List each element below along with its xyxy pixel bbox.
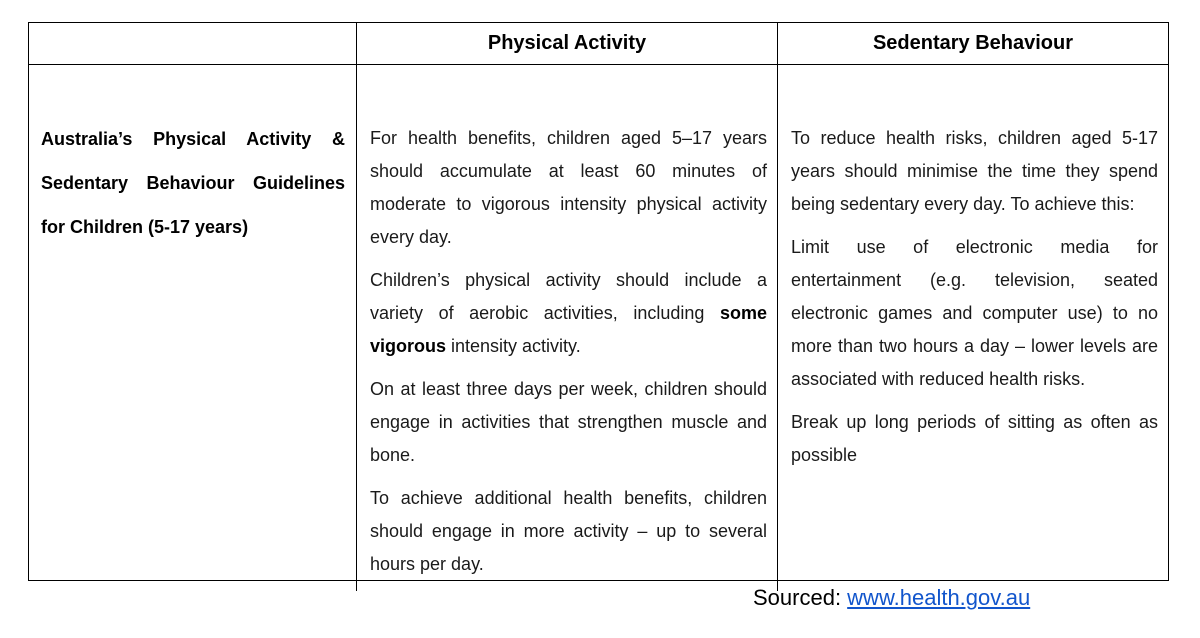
row-label: Australia’s Physical Activity & Sedentary Behaviour Guidelines for Children (5-17 years) (29, 65, 357, 591)
header-empty-cell (29, 23, 357, 65)
pa-p2-bold: some vigorous (370, 303, 767, 356)
pa-paragraph-4: To achieve additional health benefits, children should engage in more activity – up to several hours per day. (370, 488, 767, 574)
header-sedentary-behaviour: Sedentary Behaviour (778, 23, 1168, 65)
physical-activity-cell (357, 65, 778, 591)
guidelines-table (28, 22, 1169, 581)
pa-paragraph-3: On at least three days per week, children should engage in activities that strengthen muscle and bone. (370, 379, 767, 465)
sb-paragraph-3: Break up long periods of sitting as often as possible (791, 412, 1158, 465)
header-physical-activity: Physical Activity (357, 23, 778, 65)
sb-paragraph-2: Limit use of electronic media for entertainment (e.g. television, seated electronic games and computer use) to no more than two hours a day – lower levels are associated with reduced health risks. (791, 237, 1158, 389)
pa-p2-after: intensity activity. (446, 336, 581, 356)
sb-paragraph-1: To reduce health risks, children aged 5-17 years should minimise the time they spend being sedentary every day. To achieve this: (791, 128, 1158, 214)
sedentary-behaviour-cell (778, 65, 1168, 591)
source-line (753, 585, 1030, 611)
source-label: Sourced: (753, 585, 848, 610)
pa-p2-before: Children’s physical activity should include a variety of aerobic activities, including (370, 270, 767, 323)
pa-paragraph-2 (370, 264, 767, 363)
source-link[interactable]: www.health.gov.au (847, 585, 1031, 610)
pa-paragraph-1: For health benefits, children aged 5–17 years should accumulate at least 60 minutes of moderate to vigorous intensity physical activity every day. (370, 128, 767, 247)
